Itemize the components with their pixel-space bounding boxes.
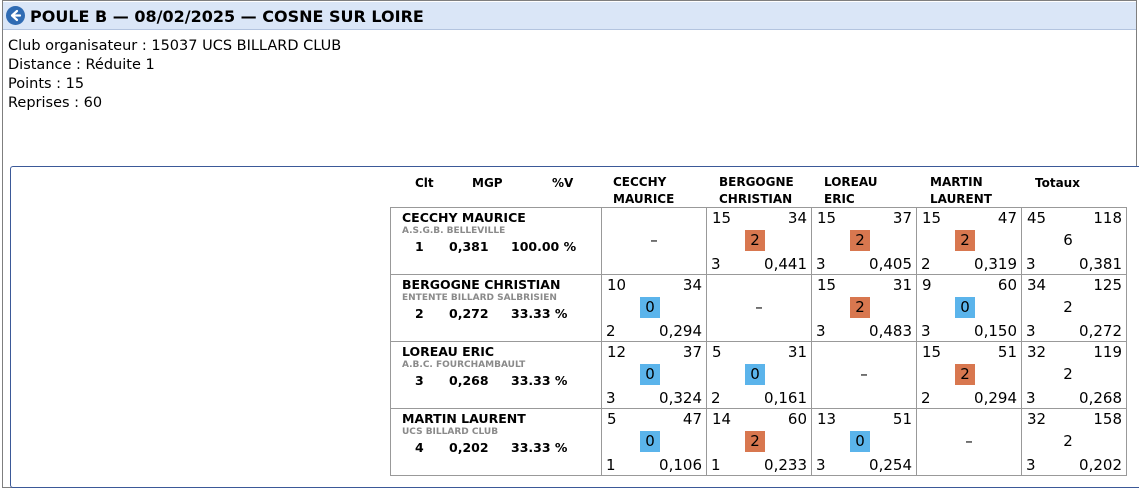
player-pct-victory: 33.33 % [511,373,568,388]
match-reprises: 37 [892,209,912,227]
player-rank: 3 [415,373,424,388]
player-club: UCS BILLARD CLUB [402,427,499,437]
player-name: BERGOGNE CHRISTIAN [402,277,561,292]
match-points: 13 [817,410,837,428]
header-opponent-1: CECCHY MAURICE [613,175,675,206]
player-pct-victory: 33.33 % [511,440,568,455]
self-match-cell [601,207,707,275]
total-match-points: 2 [1063,365,1073,383]
total-average: 0,268 [1079,389,1122,407]
self-match-cell [811,341,917,409]
match-average: 0,405 [869,255,912,273]
match-points: 15 [922,343,942,361]
header-opponent-4: MARTIN LAURENT [930,175,992,206]
match-average: 0,150 [974,322,1017,340]
player-rank: 4 [415,440,424,455]
match-series: 3 [816,255,826,273]
match-average: 0,441 [764,255,807,273]
player-info-cell [390,341,602,409]
match-cell [601,408,707,476]
match-average: 0,324 [659,389,702,407]
player-info-cell [390,207,602,275]
match-cell [706,408,812,476]
total-reprises: 119 [1093,343,1122,361]
organizer-club: Club organisateur : 15037 UCS BILLARD CLUB [8,38,342,54]
player-mgp: 0,272 [449,306,489,321]
match-cell [706,341,812,409]
match-cell [811,408,917,476]
back-arrow-icon[interactable] [6,6,25,25]
match-points: 12 [607,343,627,361]
match-reprises: 60 [787,410,807,428]
player-rank: 1 [415,239,424,254]
match-average: 0,483 [869,322,912,340]
match-points: 14 [712,410,732,428]
reprises: Reprises : 60 [8,95,103,111]
title-bar [3,2,1136,30]
totals-cell [1021,274,1127,342]
match-cell [706,207,812,275]
total-reprises: 118 [1093,209,1122,227]
match-cell [811,274,917,342]
match-score-loss-badge: 0 [640,364,660,385]
header-opponent-2: BERGOGNE CHRISTIAN [719,175,794,206]
match-series: 2 [711,389,721,407]
match-score-loss-badge: 0 [850,431,870,452]
total-match-points: 2 [1063,298,1073,316]
total-match-points: 2 [1063,432,1073,450]
header-clt: Clt [415,176,434,190]
player-name: MARTIN LAURENT [402,411,526,426]
match-points: 15 [922,209,942,227]
player-mgp: 0,202 [449,440,489,455]
distance: Distance : Réduite 1 [8,57,155,73]
player-club: A.S.G.B. BELLEVILLE [402,226,506,236]
total-series: 3 [1026,255,1036,273]
points: Points : 15 [8,76,85,92]
match-points: 10 [607,276,627,294]
totals-cell [1021,408,1127,476]
match-points: 15 [712,209,732,227]
match-score-loss-badge: 0 [955,297,975,318]
player-rank: 2 [415,306,424,321]
tournament-info [8,37,341,113]
match-cell [601,341,707,409]
player-pct-victory: 100.00 % [511,239,577,254]
match-cell [916,207,1022,275]
match-series: 3 [816,456,826,474]
total-average: 0,381 [1079,255,1122,273]
self-match-cell [916,408,1022,476]
match-score-win-badge: 2 [850,230,870,251]
match-reprises: 51 [997,343,1017,361]
match-score-loss-badge: 0 [640,297,660,318]
player-info-cell [390,408,602,476]
total-reprises: 158 [1093,410,1122,428]
match-reprises: 31 [892,276,912,294]
match-series: 3 [711,255,721,273]
total-average: 0,272 [1079,322,1122,340]
match-score-win-badge: 2 [745,230,765,251]
player-name: CECCHY MAURICE [402,210,526,225]
match-score-win-badge: 2 [850,297,870,318]
match-points: 5 [607,410,617,428]
match-reprises: 31 [787,343,807,361]
self-match-cell [706,274,812,342]
match-reprises: 37 [682,343,702,361]
match-reprises: 47 [997,209,1017,227]
match-reprises: 34 [682,276,702,294]
match-average: 0,106 [659,456,702,474]
player-name: LOREAU ERIC [402,344,495,359]
match-series: 2 [921,255,931,273]
match-average: 0,319 [974,255,1017,273]
match-series: 2 [606,322,616,340]
total-match-points: 6 [1063,231,1073,249]
match-score-loss-badge: 0 [640,431,660,452]
player-info-cell [390,274,602,342]
totals-cell [1021,341,1127,409]
match-reprises: 47 [682,410,702,428]
self-match-dash: – [755,298,763,316]
match-series: 3 [921,322,931,340]
match-series: 1 [606,456,616,474]
page-title: POULE B — 08/02/2025 — COSNE SUR LOIRE [30,7,424,26]
match-score-win-badge: 2 [955,230,975,251]
match-average: 0,233 [764,456,807,474]
match-average: 0,294 [659,322,702,340]
match-score-win-badge: 2 [955,364,975,385]
header-totaux: Totaux [1035,176,1080,190]
match-series: 3 [606,389,616,407]
player-pct-victory: 33.33 % [511,306,568,321]
totals-cell [1021,207,1127,275]
header-opponent-3: LOREAU ERIC [824,175,878,206]
match-average: 0,254 [869,456,912,474]
match-average: 0,294 [974,389,1017,407]
match-series: 2 [921,389,931,407]
match-reprises: 51 [892,410,912,428]
match-cell [916,341,1022,409]
match-cell [601,274,707,342]
self-match-dash: – [965,432,973,450]
total-points: 32 [1027,343,1047,361]
match-points: 5 [712,343,722,361]
match-reprises: 34 [787,209,807,227]
total-series: 3 [1026,456,1036,474]
match-series: 3 [816,322,826,340]
total-points: 32 [1027,410,1047,428]
total-points: 34 [1027,276,1047,294]
player-club: A.B.C. FOURCHAMBAULT [402,360,526,370]
player-mgp: 0,381 [449,239,489,254]
player-mgp: 0,268 [449,373,489,388]
header-pct-victory: %V [552,176,574,190]
total-series: 3 [1026,389,1036,407]
self-match-dash: – [650,231,658,249]
match-average: 0,161 [764,389,807,407]
match-reprises: 60 [997,276,1017,294]
match-score-loss-badge: 0 [745,364,765,385]
match-cell [916,274,1022,342]
self-match-dash: – [860,365,868,383]
match-points: 15 [817,209,837,227]
total-average: 0,202 [1079,456,1122,474]
match-series: 1 [711,456,721,474]
total-points: 45 [1027,209,1047,227]
match-score-win-badge: 2 [745,431,765,452]
total-reprises: 125 [1093,276,1122,294]
match-points: 15 [817,276,837,294]
match-cell [811,207,917,275]
header-mgp: MGP [472,176,503,190]
match-points: 9 [922,276,932,294]
player-club: ENTENTE BILLARD SALBRISIEN [402,293,557,303]
total-series: 3 [1026,322,1036,340]
